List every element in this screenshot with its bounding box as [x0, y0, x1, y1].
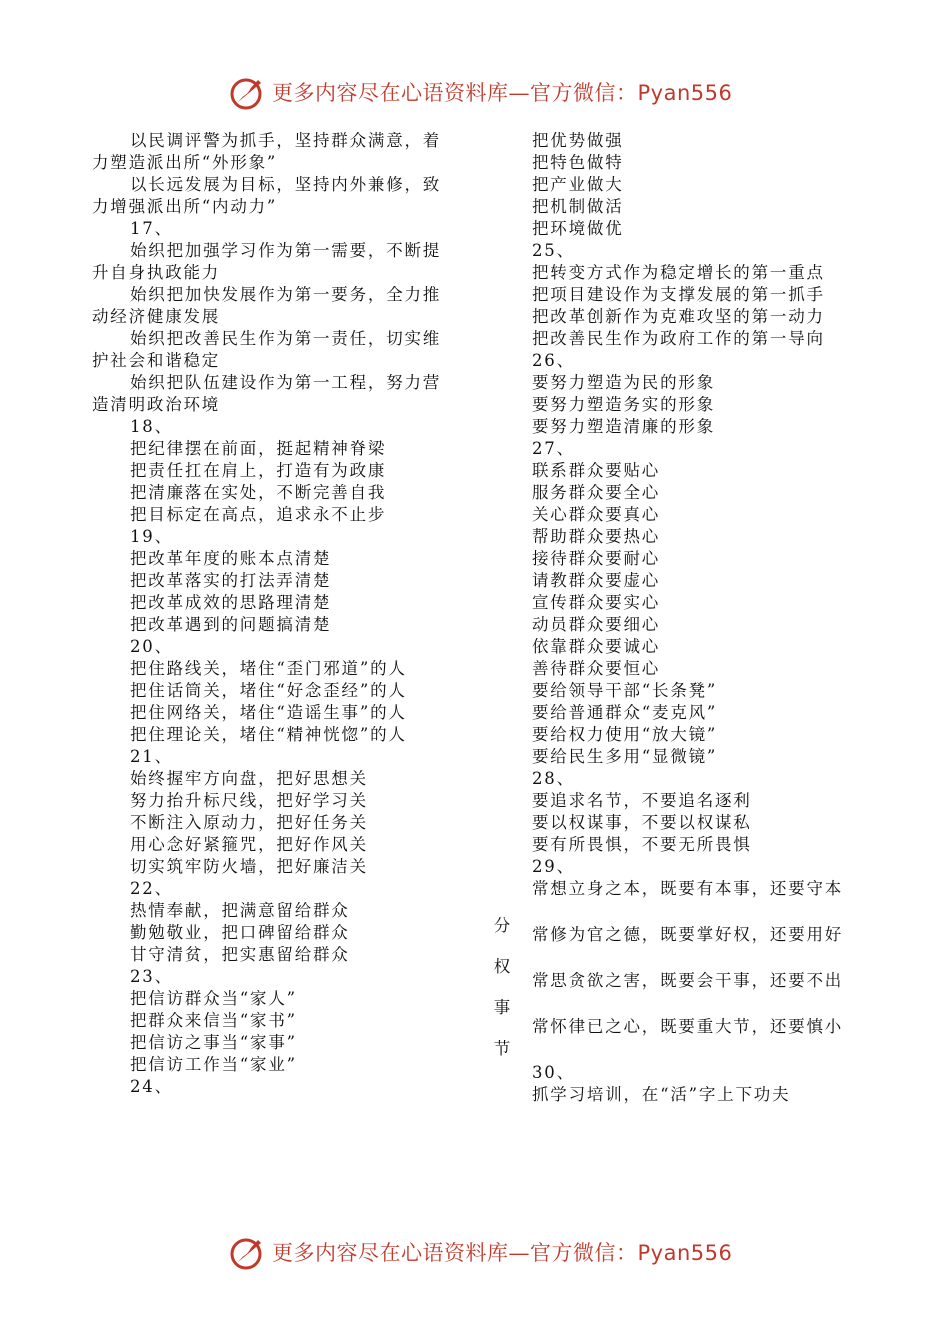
list-item: 依靠群众要诚心: [532, 637, 661, 656]
list-item: 把信访工作当“家业”: [130, 1055, 297, 1074]
list-item: 接待群众要耐心: [532, 549, 661, 568]
list-item: 把改善民生作为政府工作的第一导向: [532, 329, 825, 348]
list-item: 常想立身之本，既要有本事，还要守本: [532, 879, 844, 898]
list-item: 把优势做强: [532, 131, 624, 150]
list-item: 善待群众要恒心: [532, 659, 661, 678]
list-item: 把改革成效的思路理清楚: [130, 593, 332, 612]
list-item: 把改革落实的打法弄清楚: [130, 571, 332, 590]
list-item: 把产业做大: [532, 175, 624, 194]
paragraph: 以长远发展为目标，坚持内外兼修，致力增强派出所“内动力”: [92, 175, 442, 216]
left-column: [92, 130, 456, 1098]
list-item: 常修为官之德，既要掌好权，还要用好: [532, 925, 844, 944]
list-item: 常思贪欲之害，既要会干事，还要不出: [532, 971, 844, 990]
vertical-char: 事: [493, 998, 511, 1017]
list-item: 始终握牢方向盘，把好思想关: [130, 769, 368, 788]
paragraph: 始织把改善民生作为第一责任，切实维护社会和谐稳定: [92, 329, 442, 370]
list-item: 把住网络关，堵住“造谣生事”的人: [130, 703, 407, 722]
list-item: 联系群众要贴心: [532, 461, 661, 480]
section-number: 18、: [130, 417, 173, 436]
section-number: 29、: [532, 857, 575, 876]
section-number: 23、: [130, 967, 173, 986]
list-item: 把信访群众当“家人”: [130, 989, 297, 1008]
section-number: 17、: [130, 219, 173, 238]
banner-text: 更多内容尽在心语资料库—官方微信：Pyan556: [272, 81, 733, 105]
section-number: 28、: [532, 769, 575, 788]
list-item: 要给普通群众“麦克风”: [532, 703, 718, 722]
list-item: 用心念好紧箍咒，把好作风关: [130, 835, 368, 854]
vertical-char: 节: [493, 1039, 511, 1058]
list-item: 甘守清贫，把实惠留给群众: [130, 945, 350, 964]
list-item: 要努力塑造为民的形象: [532, 373, 715, 392]
list-item: 请教群众要虚心: [532, 571, 661, 590]
list-item: 要努力塑造清廉的形象: [532, 417, 715, 436]
list-item: 把住路线关，堵住“歪门邪道”的人: [130, 659, 407, 678]
list-item: 勤勉敬业，把口碑留给群众: [130, 923, 350, 942]
list-item: 要有所畏惧，不要无所畏惧: [532, 835, 752, 854]
paragraph: 始织把队伍建设作为第一工程，努力营造清明政治环境: [92, 373, 442, 414]
list-item: 动员群众要细心: [532, 615, 661, 634]
list-item: 宣传群众要实心: [532, 593, 661, 612]
list-item: 把机制做活: [532, 197, 624, 216]
list-item: 切实筑牢防火墙，把好廉洁关: [130, 857, 368, 876]
quill-logo-icon: [228, 72, 268, 112]
quill-logo-icon: [228, 1232, 268, 1272]
list-item: 要给权力使用“放大镜”: [532, 725, 718, 744]
list-item: 把群众来信当“家书”: [130, 1011, 297, 1030]
list-item: 要给领导干部“长条凳”: [532, 681, 718, 700]
section-number: 21、: [130, 747, 173, 766]
vertical-char: 权: [493, 957, 511, 976]
list-item: 要努力塑造务实的形象: [532, 395, 715, 414]
list-item: 把住话筒关，堵住“好念歪经”的人: [130, 681, 407, 700]
list-item: 要以权谋事，不要以权谋私: [532, 813, 752, 832]
banner-text: 更多内容尽在心语资料库—官方微信：Pyan556: [272, 1241, 733, 1265]
list-item: 努力抬升标尺线，把好学习关: [130, 791, 368, 810]
section-number: 22、: [130, 879, 173, 898]
paragraph: 始织把加强学习作为第一需要，不断提升自身执政能力: [92, 241, 442, 282]
section-number: 27、: [532, 439, 575, 458]
list-item: 把信访之事当“家事”: [130, 1033, 297, 1052]
list-item: 把纪律摆在前面，挺起精神脊梁: [130, 439, 387, 458]
list-item: 服务群众要全心: [532, 483, 661, 502]
list-item: 常怀律已之心，既要重大节，还要慎小: [532, 1017, 844, 1036]
section-number: 26、: [532, 351, 575, 370]
list-item: 把改革年度的账本点清楚: [130, 549, 332, 568]
list-item: 把项目建设作为支撑发展的第一抓手: [532, 285, 825, 304]
header-banner: [228, 72, 748, 112]
section-number: 20、: [130, 637, 173, 656]
list-item: 要给民生多用“显微镜”: [532, 747, 718, 766]
list-item: 关心群众要真心: [532, 505, 661, 524]
list-item: 把住理论关，堵住“精神恍惚”的人: [130, 725, 407, 744]
section-number: 30、: [532, 1063, 575, 1082]
list-item: 把特色做特: [532, 153, 624, 172]
list-item: 把责任扛在肩上，打造有为政康: [130, 461, 387, 480]
list-item: 把改革遇到的问题搞清楚: [130, 615, 332, 634]
vertical-text: [492, 905, 512, 1069]
list-item: 热情奉献，把满意留给群众: [130, 901, 350, 920]
section-number: 19、: [130, 527, 173, 546]
list-item: 要追求名节，不要追名逐利: [532, 791, 752, 810]
list-item: 帮助群众要热心: [532, 527, 661, 546]
list-item: 抓学习培训，在“活”字上下功夫: [532, 1085, 791, 1104]
section-number: 25、: [532, 241, 575, 260]
paragraph: 始织把加快发展作为第一要务，全力推动经济健康发展: [92, 285, 442, 326]
right-column: [532, 130, 862, 1106]
list-item: 把目标定在高点，追求永不止步: [130, 505, 387, 524]
list-item: 把清廉落在实处，不断完善自我: [130, 483, 387, 502]
paragraph: 以民调评警为抓手，坚持群众满意，着力塑造派出所“外形象”: [92, 131, 442, 172]
list-item: 把改革创新作为克难攻坚的第一动力: [532, 307, 825, 326]
list-item: 把环境做优: [532, 219, 624, 238]
footer-banner: [228, 1232, 748, 1272]
section-number: 24、: [130, 1077, 173, 1096]
list-item: 不断注入原动力，把好任务关: [130, 813, 368, 832]
vertical-char: 分: [493, 916, 511, 935]
list-item: 把转变方式作为稳定增长的第一重点: [532, 263, 825, 282]
